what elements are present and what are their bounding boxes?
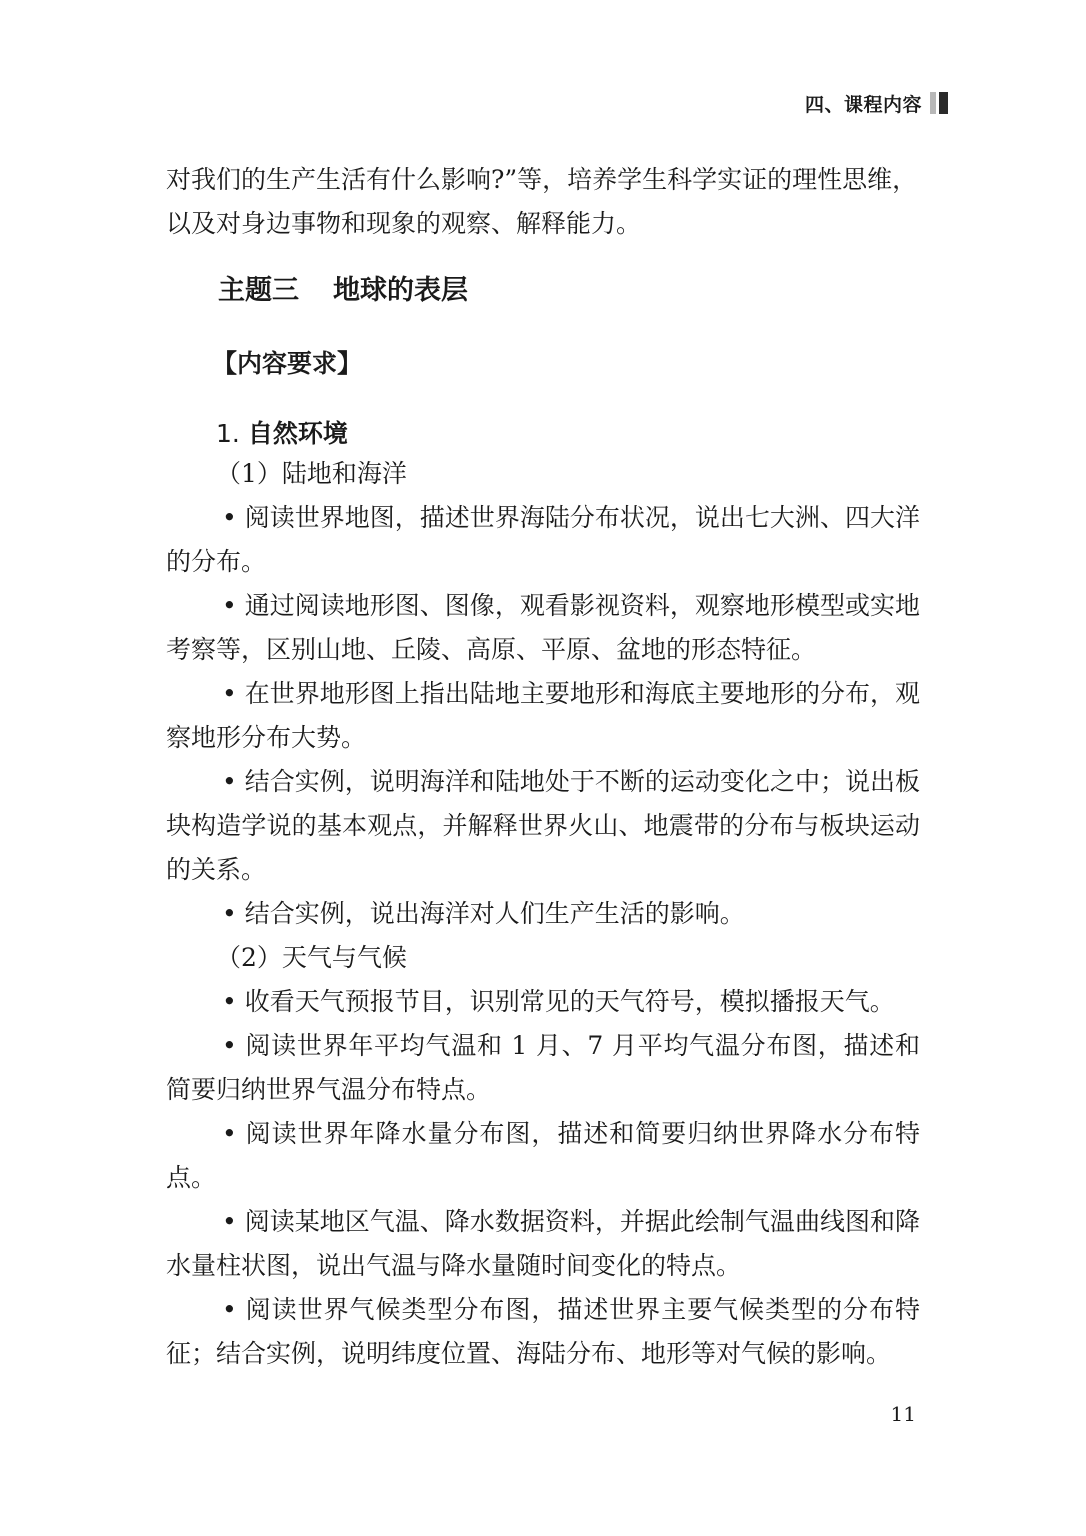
- header-tab-marks: [930, 92, 948, 114]
- intro-line-2: 以及对身边事物和现象的观察、解释能力。: [166, 209, 642, 238]
- intro-paragraph: [166, 158, 920, 246]
- header-mark-light: [930, 92, 936, 114]
- topic-title: 地球的表层: [333, 275, 468, 306]
- running-header: [805, 91, 948, 115]
- bullet-item: • 阅读世界气候类型分布图，描述世界主要气候类型的分布特征；结合实例，说明纬度位置、海陆分布、地形等对气候的影响。: [166, 1295, 920, 1368]
- content-list: [166, 452, 920, 1376]
- bullet-item: • 收看天气预报节目，识别常见的天气符号，模拟播报天气。: [222, 987, 895, 1016]
- section-number: 1.: [216, 419, 240, 448]
- bullet-item: • 阅读世界年平均气温和 1 月、7 月平均气温分布图，描述和简要归纳世界气温分布特点。: [166, 1031, 920, 1104]
- intro-line-1: 对我们的生产生活有什么影响?”等，培养学生科学实证的理性思维，: [166, 165, 918, 194]
- bullet-item: • 通过阅读地形图、图像，观看影视资料，观察地形模型或实地考察等，区别山地、丘陵、高原、平原、盆地的形态特征。: [166, 591, 920, 664]
- bullet-item: • 阅读某地区气温、降水数据资料，并据此绘制气温曲线图和降水量柱状图，说出气温与降水量随时间变化的特点。: [166, 1207, 920, 1280]
- requirement-heading: 【内容要求】: [212, 349, 363, 378]
- subsection-heading: （1）陆地和海洋: [216, 459, 407, 488]
- bullet-item: • 阅读世界地图，描述世界海陆分布状况，说出七大洲、四大洋的分布。: [166, 503, 920, 576]
- header-title: 四、课程内容: [804, 93, 922, 116]
- subsection-heading: （2）天气与气候: [216, 943, 407, 972]
- topic-heading: [218, 268, 468, 307]
- bullet-item: • 在世界地形图上指出陆地主要地形和海底主要地形的分布，观察地形分布大势。: [166, 679, 920, 752]
- header-mark-dark: [939, 92, 948, 114]
- topic-label: 主题三: [218, 275, 299, 306]
- bullet-item: • 结合实例，说明海洋和陆地处于不断的运动变化之中；说出板块构造学说的基本观点，并解释世界火山、地震带的分布与板块运动的关系。: [166, 767, 920, 884]
- section-title: 自然环境: [247, 419, 348, 448]
- bullet-item: • 结合实例，说出海洋对人们生产生活的影响。: [222, 899, 745, 928]
- section-heading: [216, 414, 348, 450]
- page-number: 11: [890, 1402, 916, 1426]
- bullet-item: • 阅读世界年降水量分布图，描述和简要归纳世界降水分布特点。: [166, 1119, 920, 1192]
